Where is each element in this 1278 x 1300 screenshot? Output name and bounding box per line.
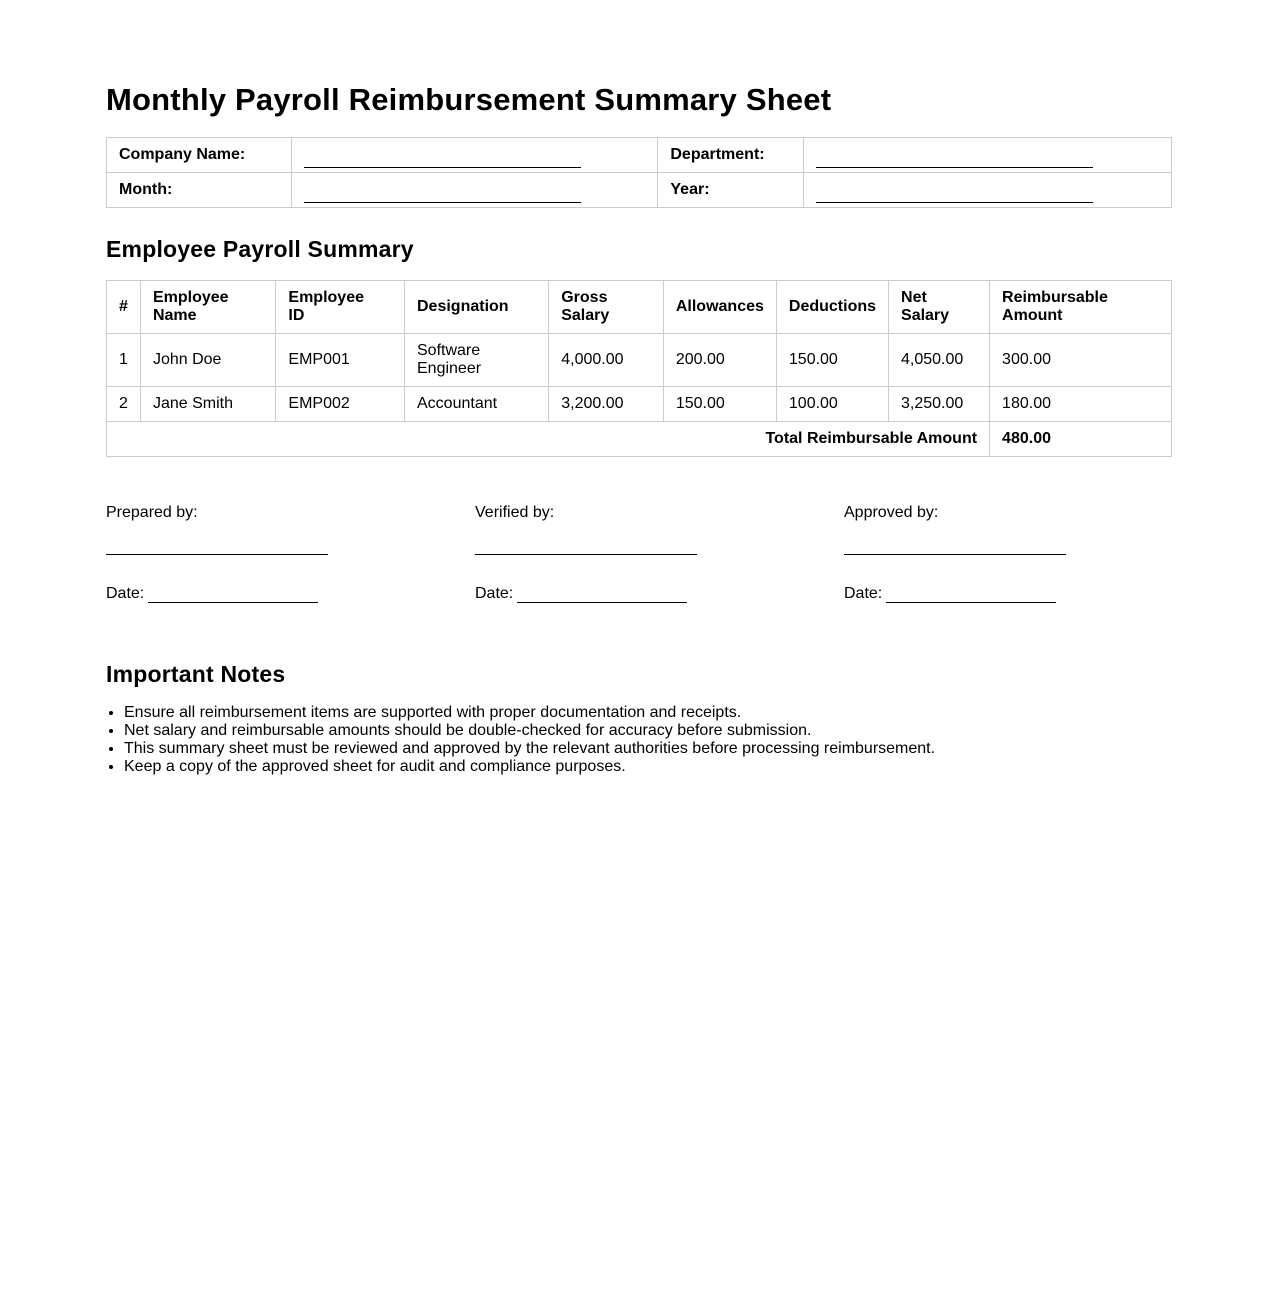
header-gross-salary: Gross Salary	[549, 281, 664, 334]
cell-employee-id: EMP002	[276, 387, 405, 422]
department-field[interactable]	[804, 138, 1172, 173]
cell-number: 2	[107, 387, 141, 422]
notes-list	[106, 704, 935, 776]
cell-allowances: 200.00	[663, 334, 776, 387]
cell-reimbursable-amount: 300.00	[990, 334, 1172, 387]
list-item: • Net salary and reimbursable amounts should be double-checked for accuracy before submission.	[124, 722, 935, 740]
prepared-by-signature-line[interactable]	[106, 554, 328, 555]
cell-employee-name: John Doe	[140, 334, 275, 387]
header-employee-id: Employee ID	[276, 281, 405, 334]
department-label: Department:	[658, 138, 804, 173]
header-deductions: Deductions	[776, 281, 888, 334]
header-number: #	[107, 281, 141, 334]
company-name-label: Company Name:	[107, 138, 292, 173]
total-reimbursable-value: 480.00	[990, 422, 1172, 457]
company-name-field[interactable]	[291, 138, 658, 173]
header-designation: Designation	[405, 281, 549, 334]
verified-by-block	[475, 504, 725, 603]
cell-allowances: 150.00	[663, 387, 776, 422]
list-item: • Keep a copy of the approved sheet for audit and compliance purposes.	[124, 758, 935, 776]
prepared-by-label: Prepared by:	[106, 504, 198, 521]
page-title: Monthly Payroll Reimbursement Summary Sheet	[106, 82, 832, 117]
verified-by-label: Verified by:	[475, 504, 555, 521]
cell-gross-salary: 4,000.00	[549, 334, 664, 387]
approved-by-label: Approved by:	[844, 504, 939, 521]
prepared-date-line[interactable]	[148, 586, 318, 603]
verified-date	[475, 585, 725, 603]
payroll-summary-table	[106, 280, 1172, 457]
year-label: Year:	[658, 173, 804, 208]
table-row	[107, 334, 1172, 387]
prepared-by-block	[106, 504, 356, 603]
cell-number: 1	[107, 334, 141, 387]
cell-net-salary: 3,250.00	[889, 387, 990, 422]
notes-heading: Important Notes	[106, 661, 286, 687]
month-label: Month:	[107, 173, 292, 208]
verified-date-label: Date:	[475, 585, 514, 602]
month-field[interactable]	[291, 173, 658, 208]
list-item: • This summary sheet must be reviewed and approved by the relevant authorities before processing reimbursement.	[124, 740, 935, 758]
prepared-date	[106, 585, 356, 603]
cell-designation: Software Engineer	[405, 334, 549, 387]
total-row	[107, 422, 1172, 457]
year-field[interactable]	[804, 173, 1172, 208]
approved-date-label: Date:	[844, 585, 883, 602]
approved-by-signature-line[interactable]	[844, 554, 1066, 555]
cell-employee-id: EMP001	[276, 334, 405, 387]
header-employee-name: Employee Name	[140, 281, 275, 334]
summary-heading: Employee Payroll Summary	[106, 236, 414, 262]
info-row-month	[107, 173, 1172, 208]
approved-date-line[interactable]	[886, 586, 1056, 603]
cell-designation: Accountant	[405, 387, 549, 422]
list-item: • Ensure all reimbursement items are supported with proper documentation and receipts.	[124, 704, 935, 722]
cell-net-salary: 4,050.00	[889, 334, 990, 387]
verified-by-signature-line[interactable]	[475, 554, 697, 555]
cell-reimbursable-amount: 180.00	[990, 387, 1172, 422]
verified-date-line[interactable]	[517, 586, 687, 603]
prepared-date-label: Date:	[106, 585, 145, 602]
header-reimbursable-amount: Reimbursable Amount	[990, 281, 1172, 334]
info-row-company	[107, 138, 1172, 173]
cell-gross-salary: 3,200.00	[549, 387, 664, 422]
table-row	[107, 387, 1172, 422]
header-net-salary: Net Salary	[889, 281, 990, 334]
header-allowances: Allowances	[663, 281, 776, 334]
company-info-table	[106, 137, 1172, 208]
cell-deductions: 100.00	[776, 387, 888, 422]
approved-date	[844, 585, 1094, 603]
total-reimbursable-label: Total Reimbursable Amount	[107, 422, 990, 457]
approved-by-block	[844, 504, 1094, 603]
cell-employee-name: Jane Smith	[140, 387, 275, 422]
cell-deductions: 150.00	[776, 334, 888, 387]
table-header-row	[107, 281, 1172, 334]
